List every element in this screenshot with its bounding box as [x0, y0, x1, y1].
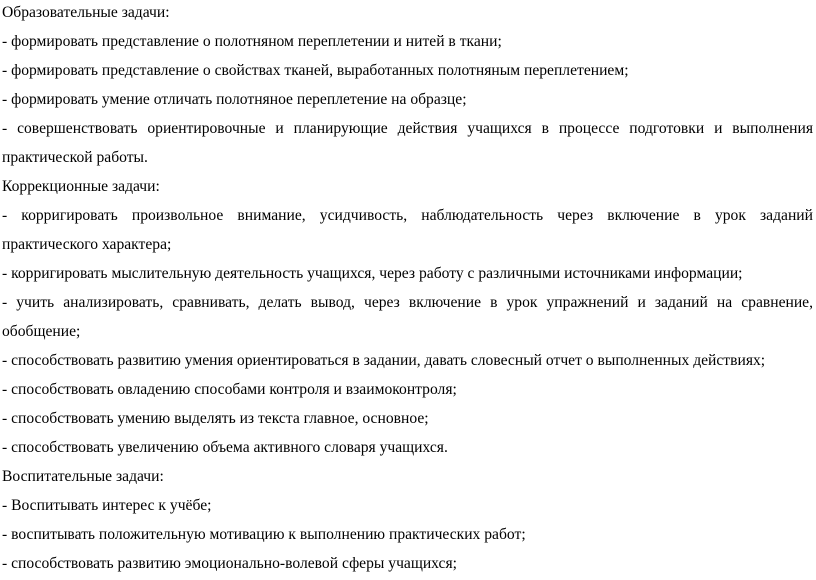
- section-heading-correctional: Коррекционные задачи:: [2, 178, 160, 195]
- list-item: - формировать представление о свойствах тканей, выработанных полотняным переплетением;: [2, 62, 629, 79]
- section-heading-upbringing: Воспитательные задачи:: [2, 468, 164, 485]
- list-item: - формировать представление о полотняном переплетении и нитей в ткани;: [2, 33, 502, 50]
- list-item: - совершенствовать ориентировочные и планирующие действия учащихся в процессе подготовки и выполнения: [2, 120, 813, 137]
- list-item: - Воспитывать интерес к учёбе;: [2, 497, 212, 514]
- list-item: - способствовать развитию эмоционально-волевой сферы учащихся;: [2, 555, 457, 572]
- section-heading-educational: Образовательные задачи:: [2, 4, 170, 21]
- list-item-continuation: практического характера;: [2, 236, 172, 253]
- list-item: - формировать умение отличать полотняное переплетение на образце;: [2, 91, 467, 108]
- list-item: - учить анализировать, сравнивать, делать вывод, через включение в урок упражнений и заданий на сравнение,: [2, 294, 813, 311]
- list-item: - корригировать мыслительную деятельность учащихся, через работу с различными источниками информации;: [2, 265, 743, 282]
- list-item: - воспитывать положительную мотивацию к выполнению практических работ;: [2, 526, 526, 543]
- list-item-continuation: обобщение;: [2, 323, 81, 340]
- list-item: - способствовать увеличению объема активного словаря учащихся.: [2, 439, 448, 456]
- list-item-continuation: практической работы.: [2, 149, 148, 166]
- list-item: - способствовать развитию умения ориентироваться в задании, давать словесный отчет о выполненных действиях;: [2, 352, 766, 369]
- list-item: - корригировать произвольное внимание, усидчивость, наблюдательность через включение в урок заданий: [2, 207, 813, 224]
- list-item: - способствовать овладению способами контроля и взаимоконтроля;: [2, 381, 457, 398]
- list-item: - способствовать умению выделять из текста главное, основное;: [2, 410, 429, 427]
- document-body: [2, 0, 813, 580]
